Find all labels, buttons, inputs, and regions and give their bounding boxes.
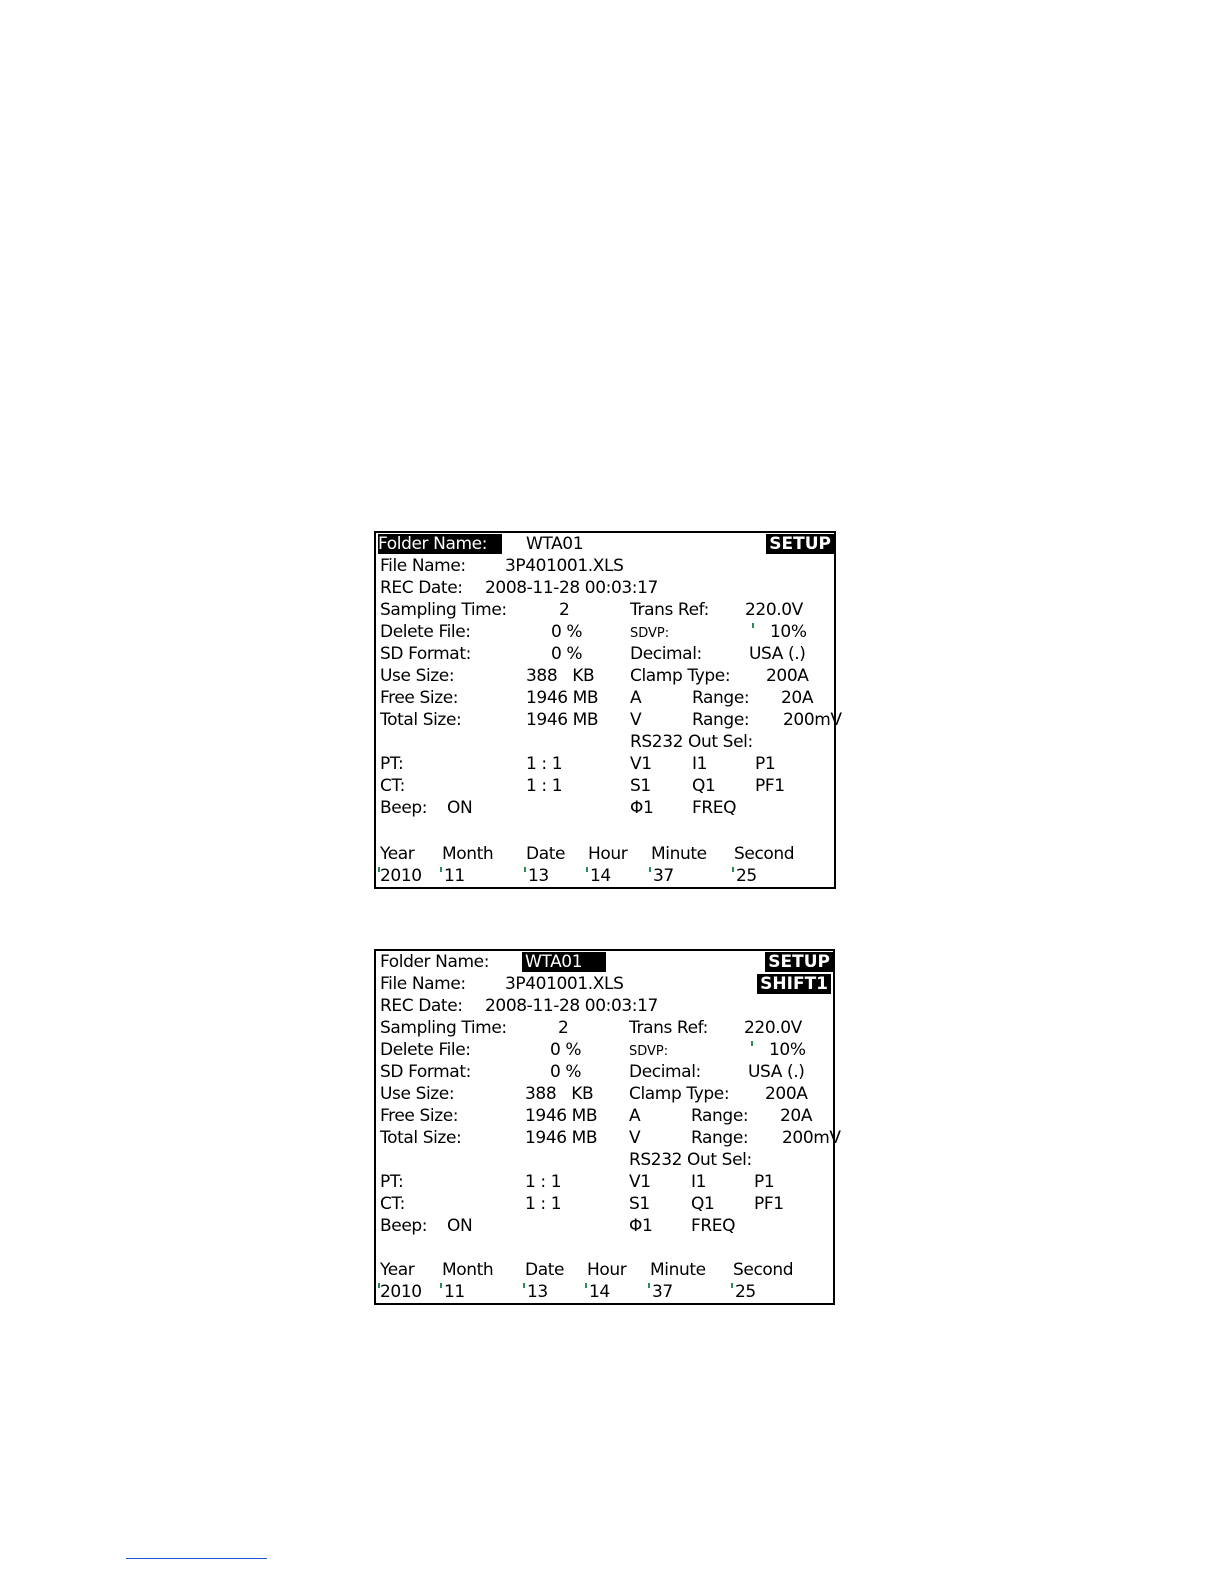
clock-value-minute: 37 [653, 866, 674, 886]
rs232-freq: FREQ [691, 1216, 736, 1236]
rs232-pf1: PF1 [754, 1194, 784, 1214]
rs232-pf1: PF1 [755, 776, 785, 796]
delete-file-value: 0 % [551, 622, 583, 642]
rec-date-value: 2008-11-28 00:03:17 [485, 578, 658, 598]
trans-ref-label: Trans Ref: [629, 1018, 708, 1038]
current-range-value: 20A [781, 688, 814, 708]
clock-header-month: Month [442, 844, 494, 864]
sd-format-value: 0 % [550, 1062, 582, 1082]
clock-header-date: Date [526, 844, 566, 864]
decimal-label: Decimal: [629, 1062, 701, 1082]
tick-mark [440, 1283, 442, 1288]
clock-value-hour: 14 [590, 866, 611, 886]
beep-value: ON [447, 798, 473, 818]
beep-value: ON [447, 1216, 473, 1236]
pt-label: PT: [380, 1172, 404, 1192]
tick-mark [732, 867, 734, 872]
free-size-label: Free Size: [380, 688, 459, 708]
clock-value-minute: 37 [652, 1282, 673, 1302]
voltage-channel-label: V [629, 1128, 641, 1148]
clock-value-year: 2010 [380, 1282, 422, 1302]
clock-value-date: 13 [527, 1282, 548, 1302]
tick-mark [585, 1283, 587, 1288]
sampling-time-value: 2 [559, 600, 570, 620]
rs232-v1: V1 [630, 754, 652, 774]
tick-mark [524, 867, 526, 872]
clock-value-month: 11 [444, 1282, 465, 1302]
rs232-s1: S1 [629, 1194, 650, 1214]
file-name-label: File Name: [380, 556, 466, 576]
file-name-value: 3P401001.XLS [505, 974, 624, 994]
setup-badge: SETUP [765, 952, 833, 972]
footer-rule [126, 1558, 267, 1559]
rs232-p1: P1 [754, 1172, 775, 1192]
sd-format-label: SD Format: [380, 1062, 471, 1082]
current-range-label: Range: [692, 688, 750, 708]
setup-screen-2 [374, 949, 841, 1305]
sd-format-value: 0 % [551, 644, 583, 664]
ct-label: CT: [380, 1194, 405, 1214]
clamp-type-label: Clamp Type: [630, 666, 731, 686]
rs232-p1: P1 [755, 754, 776, 774]
tick-mark [751, 1041, 753, 1046]
decimal-value: USA (.) [748, 1062, 805, 1082]
voltage-channel-label: V [630, 710, 642, 730]
clock-value-year: 2010 [380, 866, 422, 886]
file-name-value: 3P401001.XLS [505, 556, 624, 576]
rs232-v1: V1 [629, 1172, 651, 1192]
sampling-time-value: 2 [558, 1018, 569, 1038]
use-size-value: 388 KB [526, 666, 595, 686]
rs232-phi1: Φ1 [630, 798, 654, 818]
voltage-range-label: Range: [692, 710, 750, 730]
shift1-badge: SHIFT1 [757, 974, 831, 994]
total-size-label: Total Size: [380, 710, 462, 730]
voltage-range-value: 200mV [782, 1128, 841, 1148]
sd-format-label: SD Format: [380, 644, 471, 664]
rs232-i1: I1 [692, 754, 708, 774]
total-size-label: Total Size: [380, 1128, 462, 1148]
use-size-label: Use Size: [380, 666, 455, 686]
clock-header-date: Date [525, 1260, 565, 1280]
trans-ref-label: Trans Ref: [630, 600, 709, 620]
setup-screen-1 [374, 531, 842, 889]
clock-header-second: Second [734, 844, 795, 864]
voltage-range-value: 200mV [783, 710, 842, 730]
tick-mark [586, 867, 588, 872]
clamp-type-value: 200A [765, 1084, 808, 1104]
rs232-q1: Q1 [692, 776, 716, 796]
clock-header-minute: Minute [651, 844, 707, 864]
rs232-q1: Q1 [691, 1194, 715, 1214]
clock-header-hour: Hour [587, 1260, 627, 1280]
rs232-i1: I1 [691, 1172, 707, 1192]
clamp-type-value: 200A [766, 666, 809, 686]
use-size-value: 388 KB [525, 1084, 594, 1104]
clock-header-year: Year [380, 1260, 415, 1280]
clock-header-minute: Minute [650, 1260, 706, 1280]
decimal-value: USA (.) [749, 644, 806, 664]
trans-ref-value: 220.0V [745, 600, 803, 620]
rs232-out-label: RS232 Out Sel: [630, 732, 753, 752]
clock-value-second: 25 [735, 1282, 756, 1302]
clamp-type-label: Clamp Type: [629, 1084, 730, 1104]
use-size-label: Use Size: [380, 1084, 455, 1104]
clock-header-month: Month [442, 1260, 494, 1280]
clock-value-month: 11 [444, 866, 465, 886]
voltage-range-label: Range: [691, 1128, 749, 1148]
tick-mark [649, 867, 651, 872]
sdvp-label: SDVP: [629, 1044, 669, 1059]
clock-value-second: 25 [736, 866, 757, 886]
total-size-value: 1946 MB [525, 1128, 598, 1148]
rec-date-label: REC Date: [380, 578, 463, 598]
current-range-label: Range: [691, 1106, 749, 1126]
ct-value: 1 : 1 [526, 776, 563, 796]
pt-label: PT: [380, 754, 404, 774]
tick-mark [731, 1283, 733, 1288]
delete-file-label: Delete File: [380, 622, 471, 642]
sdvp-value: 10% [770, 622, 807, 642]
trans-ref-value: 220.0V [744, 1018, 802, 1038]
rec-date-value: 2008-11-28 00:03:17 [485, 996, 658, 1016]
folder-name-label: Folder Name: [378, 534, 502, 554]
sdvp-label: SDVP: [630, 626, 670, 641]
sampling-time-label: Sampling Time: [380, 600, 507, 620]
ct-label: CT: [380, 776, 405, 796]
clock-value-hour: 14 [589, 1282, 610, 1302]
tick-mark [648, 1283, 650, 1288]
clock-header-year: Year [380, 844, 415, 864]
pt-value: 1 : 1 [526, 754, 563, 774]
folder-name-label: Folder Name: [380, 952, 490, 972]
tick-mark [440, 867, 442, 872]
rs232-freq: FREQ [692, 798, 737, 818]
delete-file-value: 0 % [550, 1040, 582, 1060]
tick-mark [752, 623, 754, 628]
current-channel-label: A [629, 1106, 641, 1126]
free-size-value: 1946 MB [526, 688, 599, 708]
delete-file-label: Delete File: [380, 1040, 471, 1060]
rs232-s1: S1 [630, 776, 651, 796]
ct-value: 1 : 1 [525, 1194, 562, 1214]
free-size-label: Free Size: [380, 1106, 459, 1126]
beep-label: Beep: [380, 798, 428, 818]
current-range-value: 20A [780, 1106, 813, 1126]
sdvp-value: 10% [769, 1040, 806, 1060]
rec-date-label: REC Date: [380, 996, 463, 1016]
free-size-value: 1946 MB [525, 1106, 598, 1126]
pt-value: 1 : 1 [525, 1172, 562, 1192]
decimal-label: Decimal: [630, 644, 702, 664]
setup-badge: SETUP [766, 534, 834, 554]
folder-name-value: WTA01 [522, 952, 606, 972]
current-channel-label: A [630, 688, 642, 708]
clock-value-date: 13 [528, 866, 549, 886]
file-name-label: File Name: [380, 974, 466, 994]
rs232-phi1: Φ1 [629, 1216, 653, 1236]
sampling-time-label: Sampling Time: [380, 1018, 507, 1038]
beep-label: Beep: [380, 1216, 428, 1236]
clock-header-second: Second [733, 1260, 794, 1280]
tick-mark [523, 1283, 525, 1288]
folder-name-value: WTA01 [526, 534, 584, 554]
clock-header-hour: Hour [588, 844, 628, 864]
rs232-out-label: RS232 Out Sel: [629, 1150, 752, 1170]
total-size-value: 1946 MB [526, 710, 599, 730]
